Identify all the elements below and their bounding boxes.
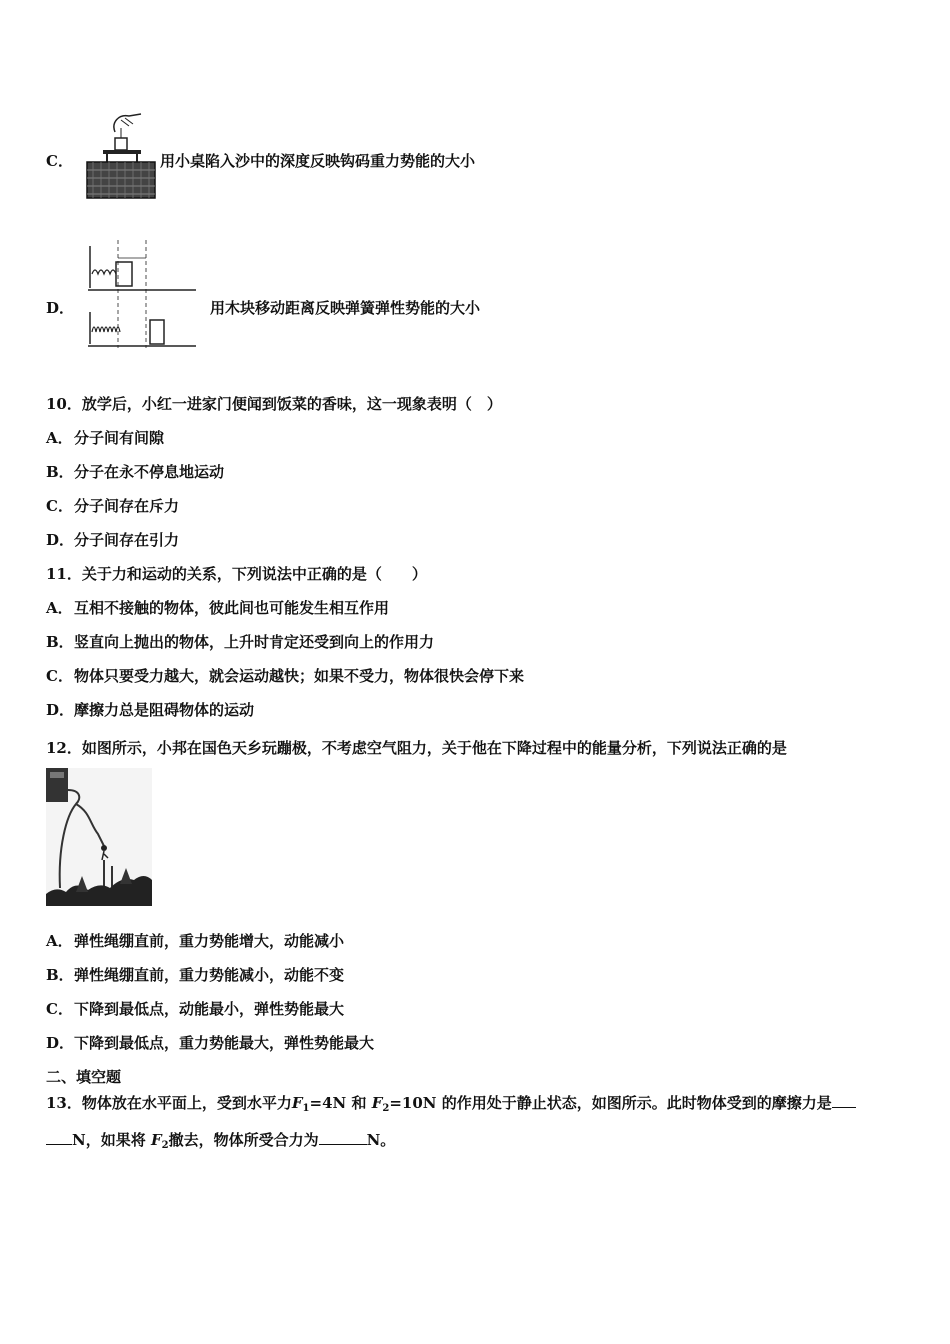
q13-text: 13．物体放在水平面上，受到水平力	[46, 1094, 292, 1112]
bungee-photo-figure	[46, 768, 152, 906]
spring-block-figure	[88, 240, 198, 348]
option-text: 下降到最低点，动能最小，弹性势能最大	[74, 1000, 345, 1018]
option-label: D．	[46, 299, 75, 317]
q12-option-a	[46, 931, 344, 951]
option-text: 用小桌陷入沙中的深度反映钩码重力势能的大小	[160, 152, 476, 170]
q13-text: 撤去，物体所受合力为	[168, 1131, 319, 1149]
option-label: B．	[46, 463, 74, 481]
q13-text: =10N 的作用处于静止状态，如图所示。此时物体受到的摩擦力是	[389, 1094, 832, 1112]
option-label: C．	[46, 152, 73, 170]
option-text: 物体只要受力越大，就会运动越快；如果不受力，物体很快会停下来	[74, 667, 525, 685]
q9-option-d	[46, 298, 480, 318]
q13-line-2	[46, 1130, 395, 1156]
q11-stem: 11．关于力和运动的关系，下列说法中正确的是（ ）	[46, 565, 427, 583]
option-label: D．	[46, 531, 75, 549]
q13-f1-sub: 1	[302, 1103, 310, 1114]
q12-option-d	[46, 1033, 374, 1053]
option-text: 分子间有间隙	[74, 429, 165, 447]
section-title: 二、填空题	[46, 1068, 122, 1086]
option-text: 竖直向上抛出的物体，上升时肯定还受到向上的作用力	[74, 633, 435, 651]
option-text: 弹性绳绷直前，重力势能增大，动能减小	[74, 932, 345, 950]
q13-f1: F	[291, 1094, 303, 1112]
answer-blank-2[interactable]	[319, 1130, 367, 1145]
q13-line-1	[46, 1093, 856, 1119]
q11-option-c	[46, 666, 524, 686]
q11-option-a	[46, 598, 389, 618]
answer-blank-1[interactable]	[832, 1093, 856, 1108]
q10-option-c	[46, 496, 179, 516]
q10-option-b	[46, 462, 224, 482]
q12-stem: 12．如图所示，小邦在国色天乡玩蹦极，不考虑空气阻力，关于他在下降过程中的能量分析，下列说法正确的是	[46, 739, 787, 757]
q10-stem: 10．放学后，小红一进家门便闻到饭菜的香味，这一现象表明（ ）	[46, 395, 502, 413]
q13-f3-sub: 2	[161, 1140, 169, 1151]
q13-f2: F	[371, 1094, 383, 1112]
option-text: 分子间存在引力	[74, 531, 180, 549]
q11-option-b	[46, 632, 434, 652]
option-label: B．	[46, 633, 74, 651]
option-text: 互相不接触的物体，彼此间也可能发生相互作用	[74, 599, 390, 617]
option-label: A．	[46, 599, 73, 617]
option-label: C．	[46, 497, 73, 515]
option-label: A．	[46, 429, 73, 447]
option-label: C．	[46, 1000, 73, 1018]
q13-text: N。	[366, 1131, 396, 1149]
option-label: D．	[46, 701, 75, 719]
q13-text: N，如果将	[72, 1131, 146, 1149]
option-text: 分子间存在斥力	[74, 497, 180, 515]
option-label: A．	[46, 932, 73, 950]
q10-option-d	[46, 530, 179, 550]
option-text: 分子在永不停息地运动	[74, 463, 225, 481]
q13-text: =4N 和	[309, 1094, 367, 1112]
option-text: 摩擦力总是阻碍物体的运动	[74, 701, 255, 719]
q11-option-d	[46, 700, 254, 720]
answer-blank-1-cont[interactable]	[46, 1130, 72, 1145]
option-label: D．	[46, 1034, 75, 1052]
q13-f2-sub: 2	[382, 1103, 390, 1114]
q9-option-c	[46, 151, 475, 171]
option-label: C．	[46, 667, 73, 685]
q13-f3: F	[150, 1131, 162, 1149]
q10-option-a	[46, 428, 164, 448]
option-text: 弹性绳绷直前，重力势能减小，动能不变	[74, 966, 345, 984]
q12-option-b	[46, 965, 344, 985]
option-label: B．	[46, 966, 74, 984]
option-text: 下降到最低点，重力势能最大，弹性势能最大	[74, 1034, 375, 1052]
q12-option-c	[46, 999, 344, 1019]
option-text: 用木块移动距离反映弹簧弹性势能的大小	[210, 299, 481, 317]
